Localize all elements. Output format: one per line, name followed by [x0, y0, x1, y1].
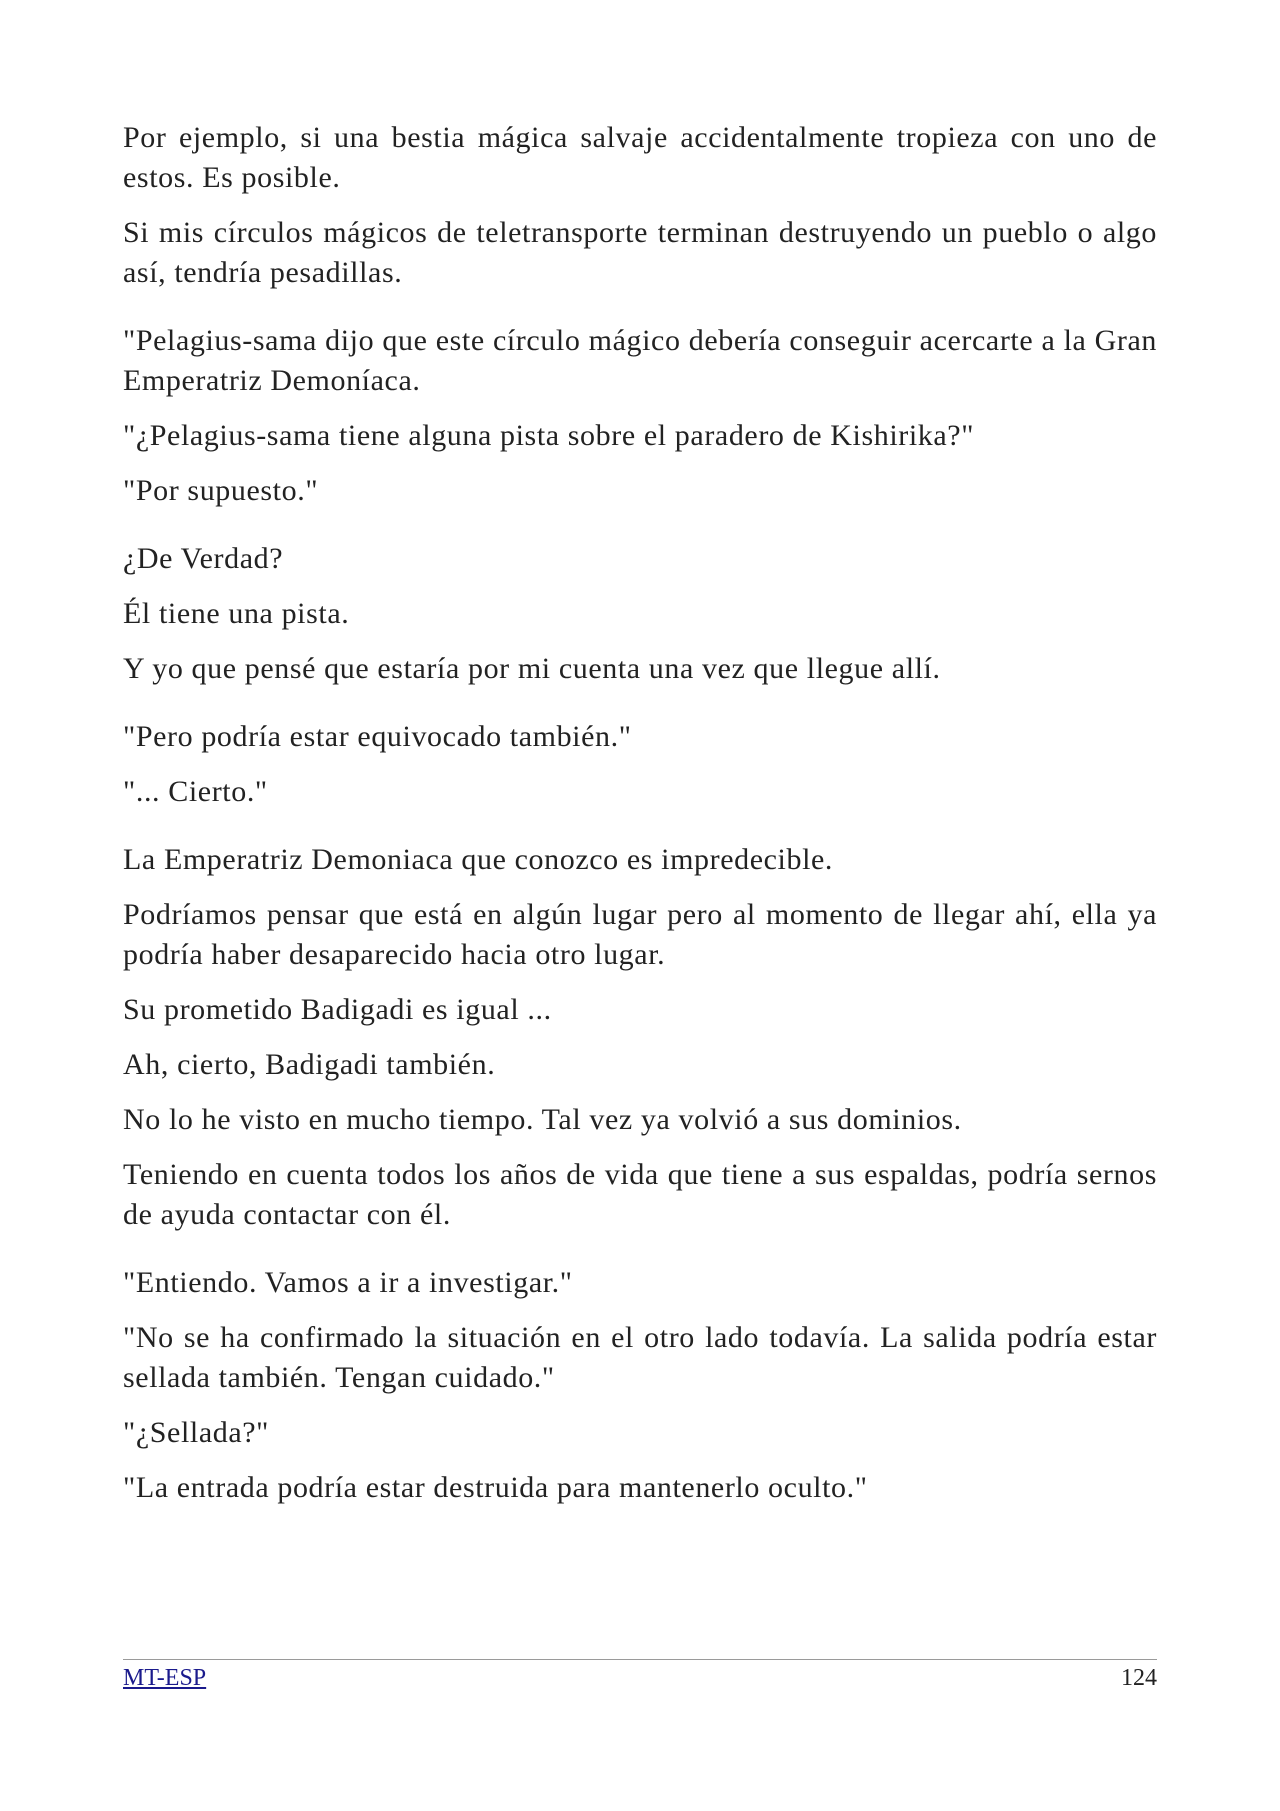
paragraph: Si mis círculos mágicos de teletransporte terminan destruyendo un pueblo o algo así, tendría pesadillas.	[123, 216, 1157, 289]
footer-link[interactable]: MT-ESP	[123, 1665, 207, 1691]
page-body	[123, 118, 1157, 1523]
paragraph: Podríamos pensar que está en algún lugar pero al momento de llegar ahí, ella ya podría haber desaparecido hacia otro lugar.	[123, 898, 1157, 971]
paragraph: "Por supuesto."	[123, 474, 319, 507]
page-number: 124	[1121, 1665, 1157, 1691]
paragraph: "... Cierto."	[123, 775, 268, 808]
paragraph: No lo he visto en mucho tiempo. Tal vez ya volvió a sus dominios.	[123, 1103, 962, 1136]
paragraph: "Pelagius-sama dijo que este círculo mágico debería conseguir acercarte a la Gran Emperatriz Demoníaca.	[123, 324, 1157, 397]
paragraph: Por ejemplo, si una bestia mágica salvaje accidentalmente tropieza con uno de estos. Es posible.	[123, 121, 1157, 194]
paragraph: "¿Sellada?"	[123, 1416, 270, 1449]
paragraph: "La entrada podría estar destruida para mantenerlo oculto."	[123, 1471, 868, 1504]
paragraph: Teniendo en cuenta todos los años de vida que tiene a sus espaldas, podría sernos de ayuda contactar con él.	[123, 1158, 1157, 1231]
page-footer	[123, 1660, 1157, 1696]
paragraph: Él tiene una pista.	[123, 597, 350, 630]
paragraph: Y yo que pensé que estaría por mi cuenta una vez que llegue allí.	[123, 652, 941, 685]
paragraph: "Entiendo. Vamos a ir a investigar."	[123, 1266, 573, 1299]
paragraph: ¿De Verdad?	[123, 542, 284, 575]
paragraph: "¿Pelagius-sama tiene alguna pista sobre el paradero de Kishirika?"	[123, 419, 975, 452]
paragraph: "Pero podría estar equivocado también."	[123, 720, 632, 753]
paragraph: La Emperatriz Demoniaca que conozco es impredecible.	[123, 843, 834, 876]
paragraph: Ah, cierto, Badigadi también.	[123, 1048, 496, 1081]
paragraph: Su prometido Badigadi es igual ...	[123, 993, 552, 1026]
paragraph: "No se ha confirmado la situación en el otro lado todavía. La salida podría estar sellada también. Tengan cuidado."	[123, 1321, 1157, 1394]
